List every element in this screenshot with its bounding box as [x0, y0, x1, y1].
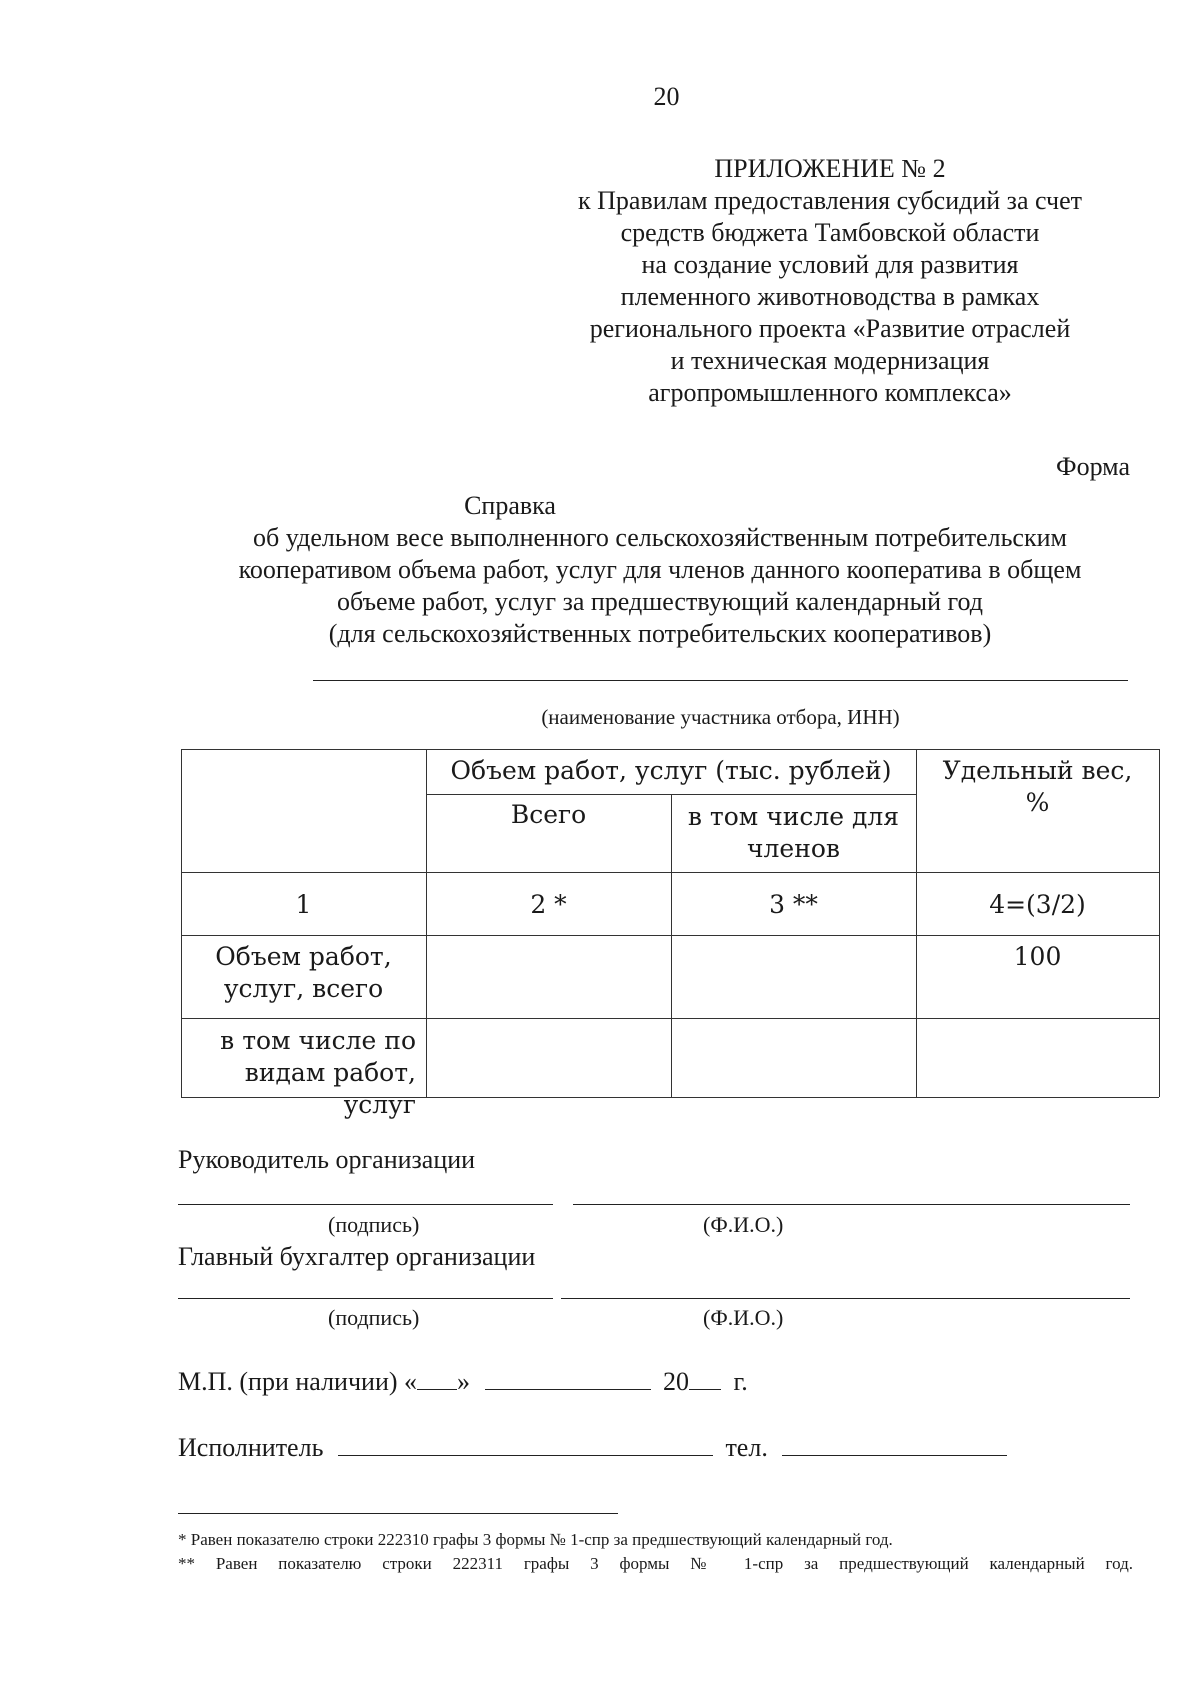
footnote-separator — [178, 1513, 618, 1514]
row-label — [181, 1025, 416, 1121]
certificate-line: кооперативом объема работ, услуг для членов данного кооператива в общем — [238, 555, 1082, 584]
cell-share: 100 — [1013, 942, 1062, 971]
header-members-line: членов — [747, 834, 840, 863]
accountant-name-caption: (Ф.И.О.) — [703, 1305, 784, 1330]
stamp-quote-close: » — [457, 1367, 471, 1396]
phone-blank — [782, 1433, 1007, 1456]
page-number: 20 — [653, 82, 680, 111]
header-total: Всего — [510, 800, 587, 829]
row-label-line: Объем работ, — [215, 942, 392, 971]
executor-blank — [338, 1433, 713, 1456]
certificate-line: объеме работ, услуг за предшествующий календарный год — [337, 587, 983, 616]
head-title: Руководитель организации — [178, 1145, 476, 1174]
footnote: * Равен показателю строки 222310 графы 3 формы № 1-спр за предшествующий календарный год. — [178, 1530, 893, 1549]
head-signature-line — [178, 1204, 553, 1205]
header-share-line: % — [1025, 788, 1050, 817]
table-border-right — [1159, 749, 1160, 1097]
year-prefix: 20 — [663, 1367, 690, 1396]
certificate-line: (для сельскохозяйственных потребительских кооперативов) — [328, 619, 992, 648]
appendix-line: средств бюджета Тамбовской области — [620, 218, 1040, 247]
year-blank — [689, 1367, 721, 1390]
column-number: 1 — [295, 890, 312, 919]
stamp-date-row — [178, 1366, 748, 1398]
header-members — [671, 801, 916, 865]
appendix-line: племенного животноводства в рамках — [620, 282, 1040, 311]
column-number: 4=(3/2) — [989, 890, 1086, 919]
header-share-line: Удельный вес, — [942, 756, 1133, 785]
participant-caption: (наименование участника отбора, ИНН) — [541, 705, 900, 729]
year-suffix: г. — [733, 1367, 748, 1396]
header-members-line: в том числе для — [687, 802, 900, 831]
row-label-line: видам работ, услуг — [244, 1058, 416, 1119]
header-share — [916, 755, 1159, 819]
head-name-caption: (Ф.И.О.) — [703, 1212, 784, 1237]
appendix-line: агропромышленного комплекса» — [648, 378, 1012, 407]
column-number: 2 * — [530, 890, 567, 919]
appendix-title: ПРИЛОЖЕНИЕ № 2 — [714, 154, 946, 183]
form-label: Форма — [1056, 452, 1130, 481]
row-label-line: в том числе по — [220, 1026, 416, 1055]
column-number: 3 ** — [769, 890, 818, 919]
footnote: ** Равен показателю строки 222311 графы 3 формы № 1-спр за предшествующий календарный год. — [178, 1554, 1133, 1573]
accountant-name-line — [561, 1298, 1130, 1299]
executor-row — [178, 1432, 1007, 1464]
row-label — [181, 941, 426, 1005]
stamp-prefix: М.П. (при наличии) « — [178, 1367, 418, 1396]
head-name-line — [573, 1204, 1130, 1205]
row-label-line: услуг, всего — [223, 974, 384, 1003]
appendix-header — [530, 153, 1130, 409]
certificate-title: Справка — [464, 491, 556, 520]
volume-table — [181, 749, 1159, 1119]
table-divider — [181, 872, 1159, 873]
phone-label: тел. — [725, 1433, 768, 1462]
participant-name-line — [313, 680, 1128, 681]
table-divider — [426, 794, 916, 795]
month-blank — [485, 1367, 651, 1390]
appendix-line: и техническая модернизация — [670, 346, 990, 375]
header-volume-group: Объем работ, услуг (тыс. рублей) — [450, 756, 892, 785]
accountant-signature-line — [178, 1298, 553, 1299]
certificate-heading — [190, 490, 1130, 650]
table-border-top — [181, 749, 1159, 750]
certificate-line: об удельном весе выполненного сельскохозяйственным потребительским — [253, 523, 1067, 552]
accountant-signature-caption: (подпись) — [328, 1305, 420, 1330]
executor-label: Исполнитель — [178, 1433, 324, 1462]
table-divider — [181, 935, 1159, 936]
appendix-line: регионального проекта «Развитие отраслей — [589, 314, 1071, 343]
head-signature-caption: (подпись) — [328, 1212, 420, 1237]
appendix-line: на создание условий для развития — [641, 250, 1019, 279]
table-divider — [181, 1018, 1159, 1019]
day-blank — [417, 1367, 457, 1390]
accountant-title: Главный бухгалтер организации — [178, 1242, 536, 1271]
appendix-line: к Правилам предоставления субсидий за счет — [578, 186, 1082, 215]
